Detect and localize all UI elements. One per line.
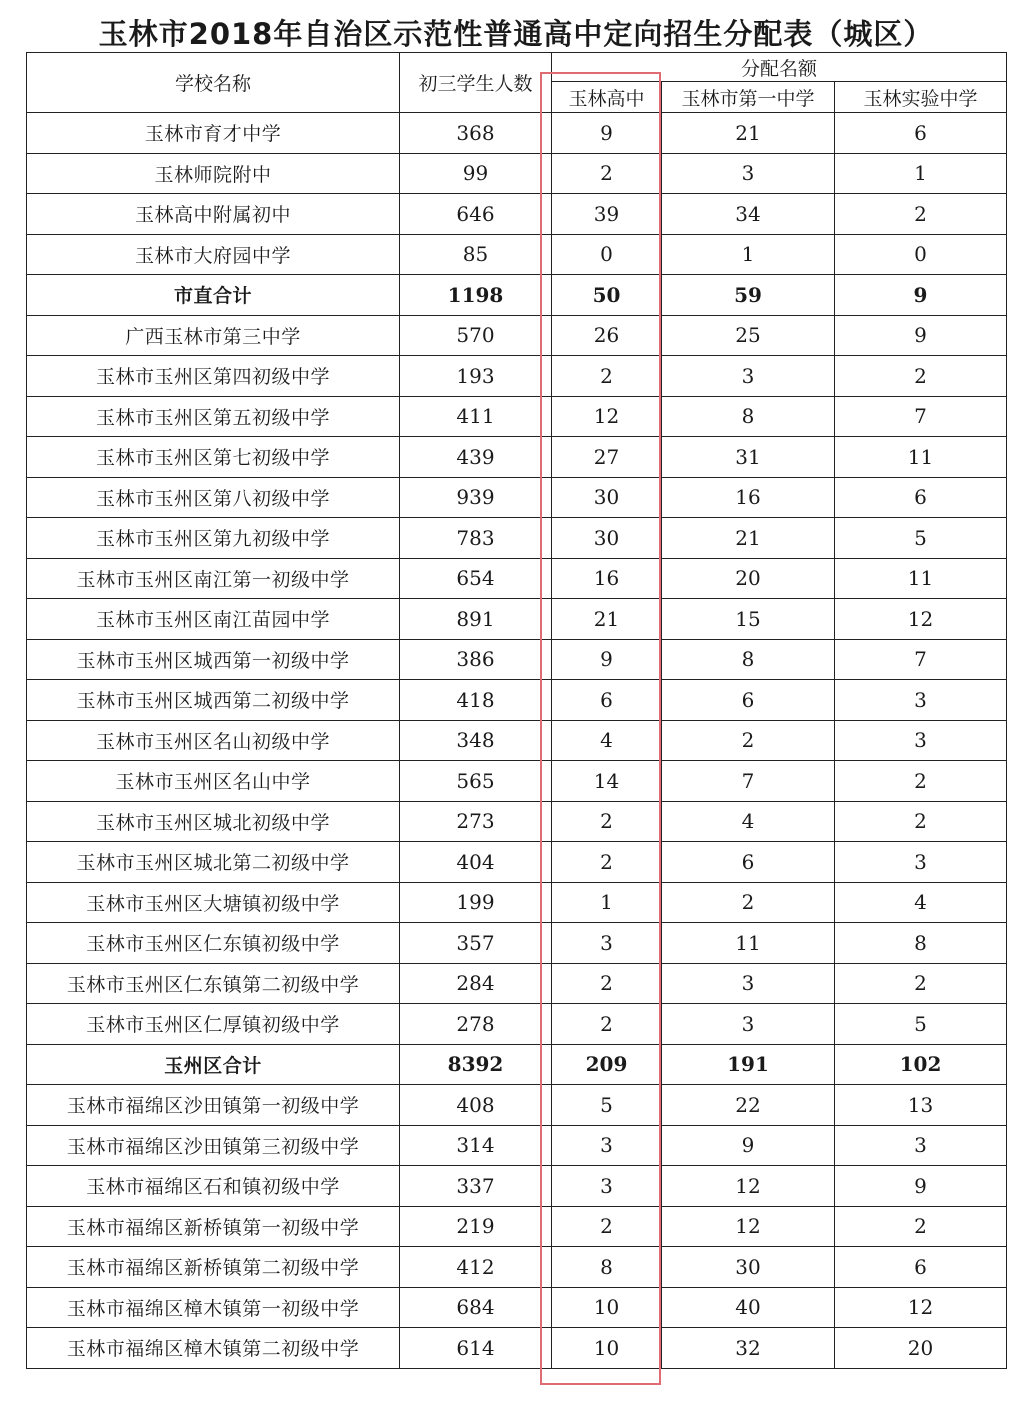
quota-yulin-experimental-cell: 102 [835,1044,1007,1085]
quota-yulin-high-cell: 50 [552,275,662,316]
table-row [27,1328,1007,1369]
student-count-cell: 314 [400,1125,552,1166]
quota-yulin-high-cell: 39 [552,194,662,235]
quota-yulin-first-cell: 3 [662,1004,835,1045]
student-count-cell: 386 [400,639,552,680]
quota-yulin-high-cell: 5 [552,1085,662,1126]
quota-yulin-high-cell: 30 [552,477,662,518]
quota-yulin-high-cell: 209 [552,1044,662,1085]
quota-yulin-first-cell: 8 [662,639,835,680]
school-name-cell: 玉林市玉州区第七初级中学 [27,437,400,478]
quota-yulin-high-cell: 2 [552,1206,662,1247]
school-name-cell: 玉林市玉州区第八初级中学 [27,477,400,518]
school-name-cell: 玉林高中附属初中 [27,194,400,235]
quota-yulin-experimental-cell: 2 [835,761,1007,802]
school-name-cell: 玉林市玉州区名山中学 [27,761,400,802]
quota-yulin-high-cell: 14 [552,761,662,802]
quota-yulin-experimental-cell: 6 [835,477,1007,518]
quota-yulin-high-cell: 16 [552,558,662,599]
quota-yulin-experimental-cell: 0 [835,234,1007,275]
school-name-cell: 玉林市育才中学 [27,113,400,154]
quota-yulin-high-cell: 0 [552,234,662,275]
student-count-cell: 337 [400,1166,552,1207]
header-school-name: 学校名称 [27,53,400,113]
quota-yulin-high-cell: 9 [552,113,662,154]
table-row [27,599,1007,640]
quota-yulin-first-cell: 30 [662,1247,835,1288]
quota-yulin-experimental-cell: 4 [835,882,1007,923]
table-row [27,1287,1007,1328]
table-body [27,113,1007,1369]
table-row [27,1125,1007,1166]
quota-yulin-experimental-cell: 2 [835,963,1007,1004]
quota-yulin-first-cell: 15 [662,599,835,640]
quota-yulin-experimental-cell: 5 [835,1004,1007,1045]
quota-yulin-first-cell: 11 [662,923,835,964]
document-title: 玉林市2018年自治区示范性普通高中定向招生分配表（城区） [98,17,934,51]
school-name-cell: 玉林市玉州区仁东镇第二初级中学 [27,963,400,1004]
quota-yulin-experimental-cell: 9 [835,1166,1007,1207]
table-row [27,396,1007,437]
quota-yulin-high-cell: 2 [552,356,662,397]
school-name-cell: 玉林市玉州区第五初级中学 [27,396,400,437]
quota-yulin-high-cell: 6 [552,680,662,721]
quota-yulin-first-cell: 2 [662,882,835,923]
school-name-cell: 玉林师院附中 [27,153,400,194]
student-count-cell: 783 [400,518,552,559]
school-name-cell: 玉林市福绵区沙田镇第一初级中学 [27,1085,400,1126]
header-quota-yulin-experimental: 玉林实验中学 [835,82,1007,113]
quota-yulin-high-cell: 10 [552,1328,662,1369]
header-quota-yulin-high: 玉林高中 [552,82,662,113]
table-row [27,558,1007,599]
student-count-cell: 404 [400,842,552,883]
header-allocation-group: 分配名额 [552,53,1007,82]
subtotal-row [27,1044,1007,1085]
quota-yulin-high-cell: 12 [552,396,662,437]
quota-yulin-first-cell: 21 [662,518,835,559]
quota-yulin-high-cell: 21 [552,599,662,640]
student-count-cell: 408 [400,1085,552,1126]
school-name-cell: 玉林市玉州区仁厚镇初级中学 [27,1004,400,1045]
student-count-cell: 368 [400,113,552,154]
quota-yulin-first-cell: 16 [662,477,835,518]
student-count-cell: 418 [400,680,552,721]
school-name-cell: 玉林市福绵区新桥镇第二初级中学 [27,1247,400,1288]
table-row [27,153,1007,194]
quota-yulin-first-cell: 3 [662,963,835,1004]
student-count-cell: 412 [400,1247,552,1288]
student-count-cell: 654 [400,558,552,599]
table-row [27,518,1007,559]
quota-yulin-first-cell: 21 [662,113,835,154]
student-count-cell: 439 [400,437,552,478]
school-name-cell: 玉林市玉州区城北第二初级中学 [27,842,400,883]
student-count-cell: 614 [400,1328,552,1369]
quota-yulin-high-cell: 2 [552,801,662,842]
school-name-cell: 玉林市玉州区南江第一初级中学 [27,558,400,599]
quota-yulin-high-cell: 4 [552,720,662,761]
school-name-cell: 玉林市玉州区名山初级中学 [27,720,400,761]
school-name-cell: 玉林市福绵区樟木镇第一初级中学 [27,1287,400,1328]
quota-yulin-first-cell: 7 [662,761,835,802]
quota-yulin-first-cell: 12 [662,1206,835,1247]
allocation-table [26,52,1007,1369]
quota-yulin-high-cell: 2 [552,842,662,883]
table-row [27,801,1007,842]
quota-yulin-experimental-cell: 12 [835,599,1007,640]
student-count-cell: 99 [400,153,552,194]
quota-yulin-high-cell: 2 [552,963,662,1004]
student-count-cell: 199 [400,882,552,923]
school-name-cell: 玉林市玉州区南江苗园中学 [27,599,400,640]
header-quota-yulin-first: 玉林市第一中学 [662,82,835,113]
school-name-cell: 玉林市玉州区第九初级中学 [27,518,400,559]
quota-yulin-experimental-cell: 8 [835,923,1007,964]
table-row [27,639,1007,680]
school-name-cell: 广西玉林市第三中学 [27,315,400,356]
quota-yulin-first-cell: 6 [662,680,835,721]
school-name-cell: 玉林市玉州区城西第二初级中学 [27,680,400,721]
quota-yulin-experimental-cell: 9 [835,315,1007,356]
student-count-cell: 193 [400,356,552,397]
student-count-cell: 8392 [400,1044,552,1085]
quota-yulin-experimental-cell: 5 [835,518,1007,559]
school-name-cell: 玉林市玉州区城北初级中学 [27,801,400,842]
header-student-count: 初三学生人数 [400,53,552,113]
student-count-cell: 411 [400,396,552,437]
quota-yulin-high-cell: 3 [552,923,662,964]
student-count-cell: 219 [400,1206,552,1247]
school-name-cell: 玉林市玉州区仁东镇初级中学 [27,923,400,964]
student-count-cell: 646 [400,194,552,235]
student-count-cell: 357 [400,923,552,964]
student-count-cell: 85 [400,234,552,275]
quota-yulin-high-cell: 10 [552,1287,662,1328]
quota-yulin-high-cell: 26 [552,315,662,356]
quota-yulin-experimental-cell: 20 [835,1328,1007,1369]
student-count-cell: 1198 [400,275,552,316]
quota-yulin-high-cell: 30 [552,518,662,559]
school-name-cell: 玉林市玉州区城西第一初级中学 [27,639,400,680]
student-count-cell: 891 [400,599,552,640]
quota-yulin-first-cell: 31 [662,437,835,478]
school-name-cell: 玉林市福绵区沙田镇第三初级中学 [27,1125,400,1166]
table-row [27,356,1007,397]
quota-yulin-experimental-cell: 2 [835,1206,1007,1247]
student-count-cell: 284 [400,963,552,1004]
quota-yulin-experimental-cell: 2 [835,356,1007,397]
student-count-cell: 348 [400,720,552,761]
student-count-cell: 565 [400,761,552,802]
quota-yulin-first-cell: 4 [662,801,835,842]
quota-yulin-experimental-cell: 3 [835,680,1007,721]
quota-yulin-experimental-cell: 11 [835,437,1007,478]
quota-yulin-first-cell: 34 [662,194,835,235]
school-name-cell: 玉州区合计 [27,1044,400,1085]
table-row [27,477,1007,518]
quota-yulin-high-cell: 3 [552,1125,662,1166]
student-count-cell: 939 [400,477,552,518]
quota-yulin-experimental-cell: 12 [835,1287,1007,1328]
subtotal-row [27,275,1007,316]
quota-yulin-experimental-cell: 6 [835,1247,1007,1288]
quota-yulin-experimental-cell: 9 [835,275,1007,316]
table-row [27,1166,1007,1207]
school-name-cell: 玉林市福绵区石和镇初级中学 [27,1166,400,1207]
table-row [27,680,1007,721]
quota-yulin-high-cell: 2 [552,1004,662,1045]
quota-yulin-experimental-cell: 2 [835,194,1007,235]
school-name-cell: 市直合计 [27,275,400,316]
table-row [27,882,1007,923]
quota-yulin-first-cell: 191 [662,1044,835,1085]
quota-yulin-first-cell: 9 [662,1125,835,1166]
student-count-cell: 273 [400,801,552,842]
quota-yulin-experimental-cell: 3 [835,720,1007,761]
quota-yulin-first-cell: 22 [662,1085,835,1126]
table-row [27,1206,1007,1247]
quota-yulin-experimental-cell: 7 [835,396,1007,437]
quota-yulin-first-cell: 2 [662,720,835,761]
student-count-cell: 684 [400,1287,552,1328]
table-row [27,963,1007,1004]
table-row [27,720,1007,761]
table-row [27,437,1007,478]
quota-yulin-experimental-cell: 11 [835,558,1007,599]
table-row [27,1085,1007,1126]
quota-yulin-first-cell: 3 [662,356,835,397]
table-row [27,234,1007,275]
quota-yulin-high-cell: 8 [552,1247,662,1288]
quota-yulin-high-cell: 2 [552,153,662,194]
table-row [27,315,1007,356]
table-row [27,113,1007,154]
quota-yulin-experimental-cell: 2 [835,801,1007,842]
quota-yulin-first-cell: 32 [662,1328,835,1369]
quota-yulin-high-cell: 9 [552,639,662,680]
table-row [27,194,1007,235]
student-count-cell: 570 [400,315,552,356]
quota-yulin-first-cell: 6 [662,842,835,883]
table-row [27,761,1007,802]
school-name-cell: 玉林市玉州区第四初级中学 [27,356,400,397]
school-name-cell: 玉林市福绵区新桥镇第一初级中学 [27,1206,400,1247]
table-row [27,923,1007,964]
quota-yulin-experimental-cell: 7 [835,639,1007,680]
quota-yulin-first-cell: 59 [662,275,835,316]
school-name-cell: 玉林市大府园中学 [27,234,400,275]
quota-yulin-experimental-cell: 3 [835,842,1007,883]
quota-yulin-first-cell: 40 [662,1287,835,1328]
quota-yulin-first-cell: 8 [662,396,835,437]
quota-yulin-high-cell: 27 [552,437,662,478]
school-name-cell: 玉林市玉州区大塘镇初级中学 [27,882,400,923]
quota-yulin-experimental-cell: 13 [835,1085,1007,1126]
quota-yulin-experimental-cell: 1 [835,153,1007,194]
quota-yulin-experimental-cell: 3 [835,1125,1007,1166]
table-row [27,1247,1007,1288]
quota-yulin-first-cell: 1 [662,234,835,275]
quota-yulin-first-cell: 3 [662,153,835,194]
table-row [27,1004,1007,1045]
quota-yulin-first-cell: 25 [662,315,835,356]
quota-yulin-experimental-cell: 6 [835,113,1007,154]
school-name-cell: 玉林市福绵区樟木镇第二初级中学 [27,1328,400,1369]
table-row [27,842,1007,883]
quota-yulin-first-cell: 12 [662,1166,835,1207]
quota-yulin-high-cell: 1 [552,882,662,923]
student-count-cell: 278 [400,1004,552,1045]
quota-yulin-first-cell: 20 [662,558,835,599]
quota-yulin-high-cell: 3 [552,1166,662,1207]
